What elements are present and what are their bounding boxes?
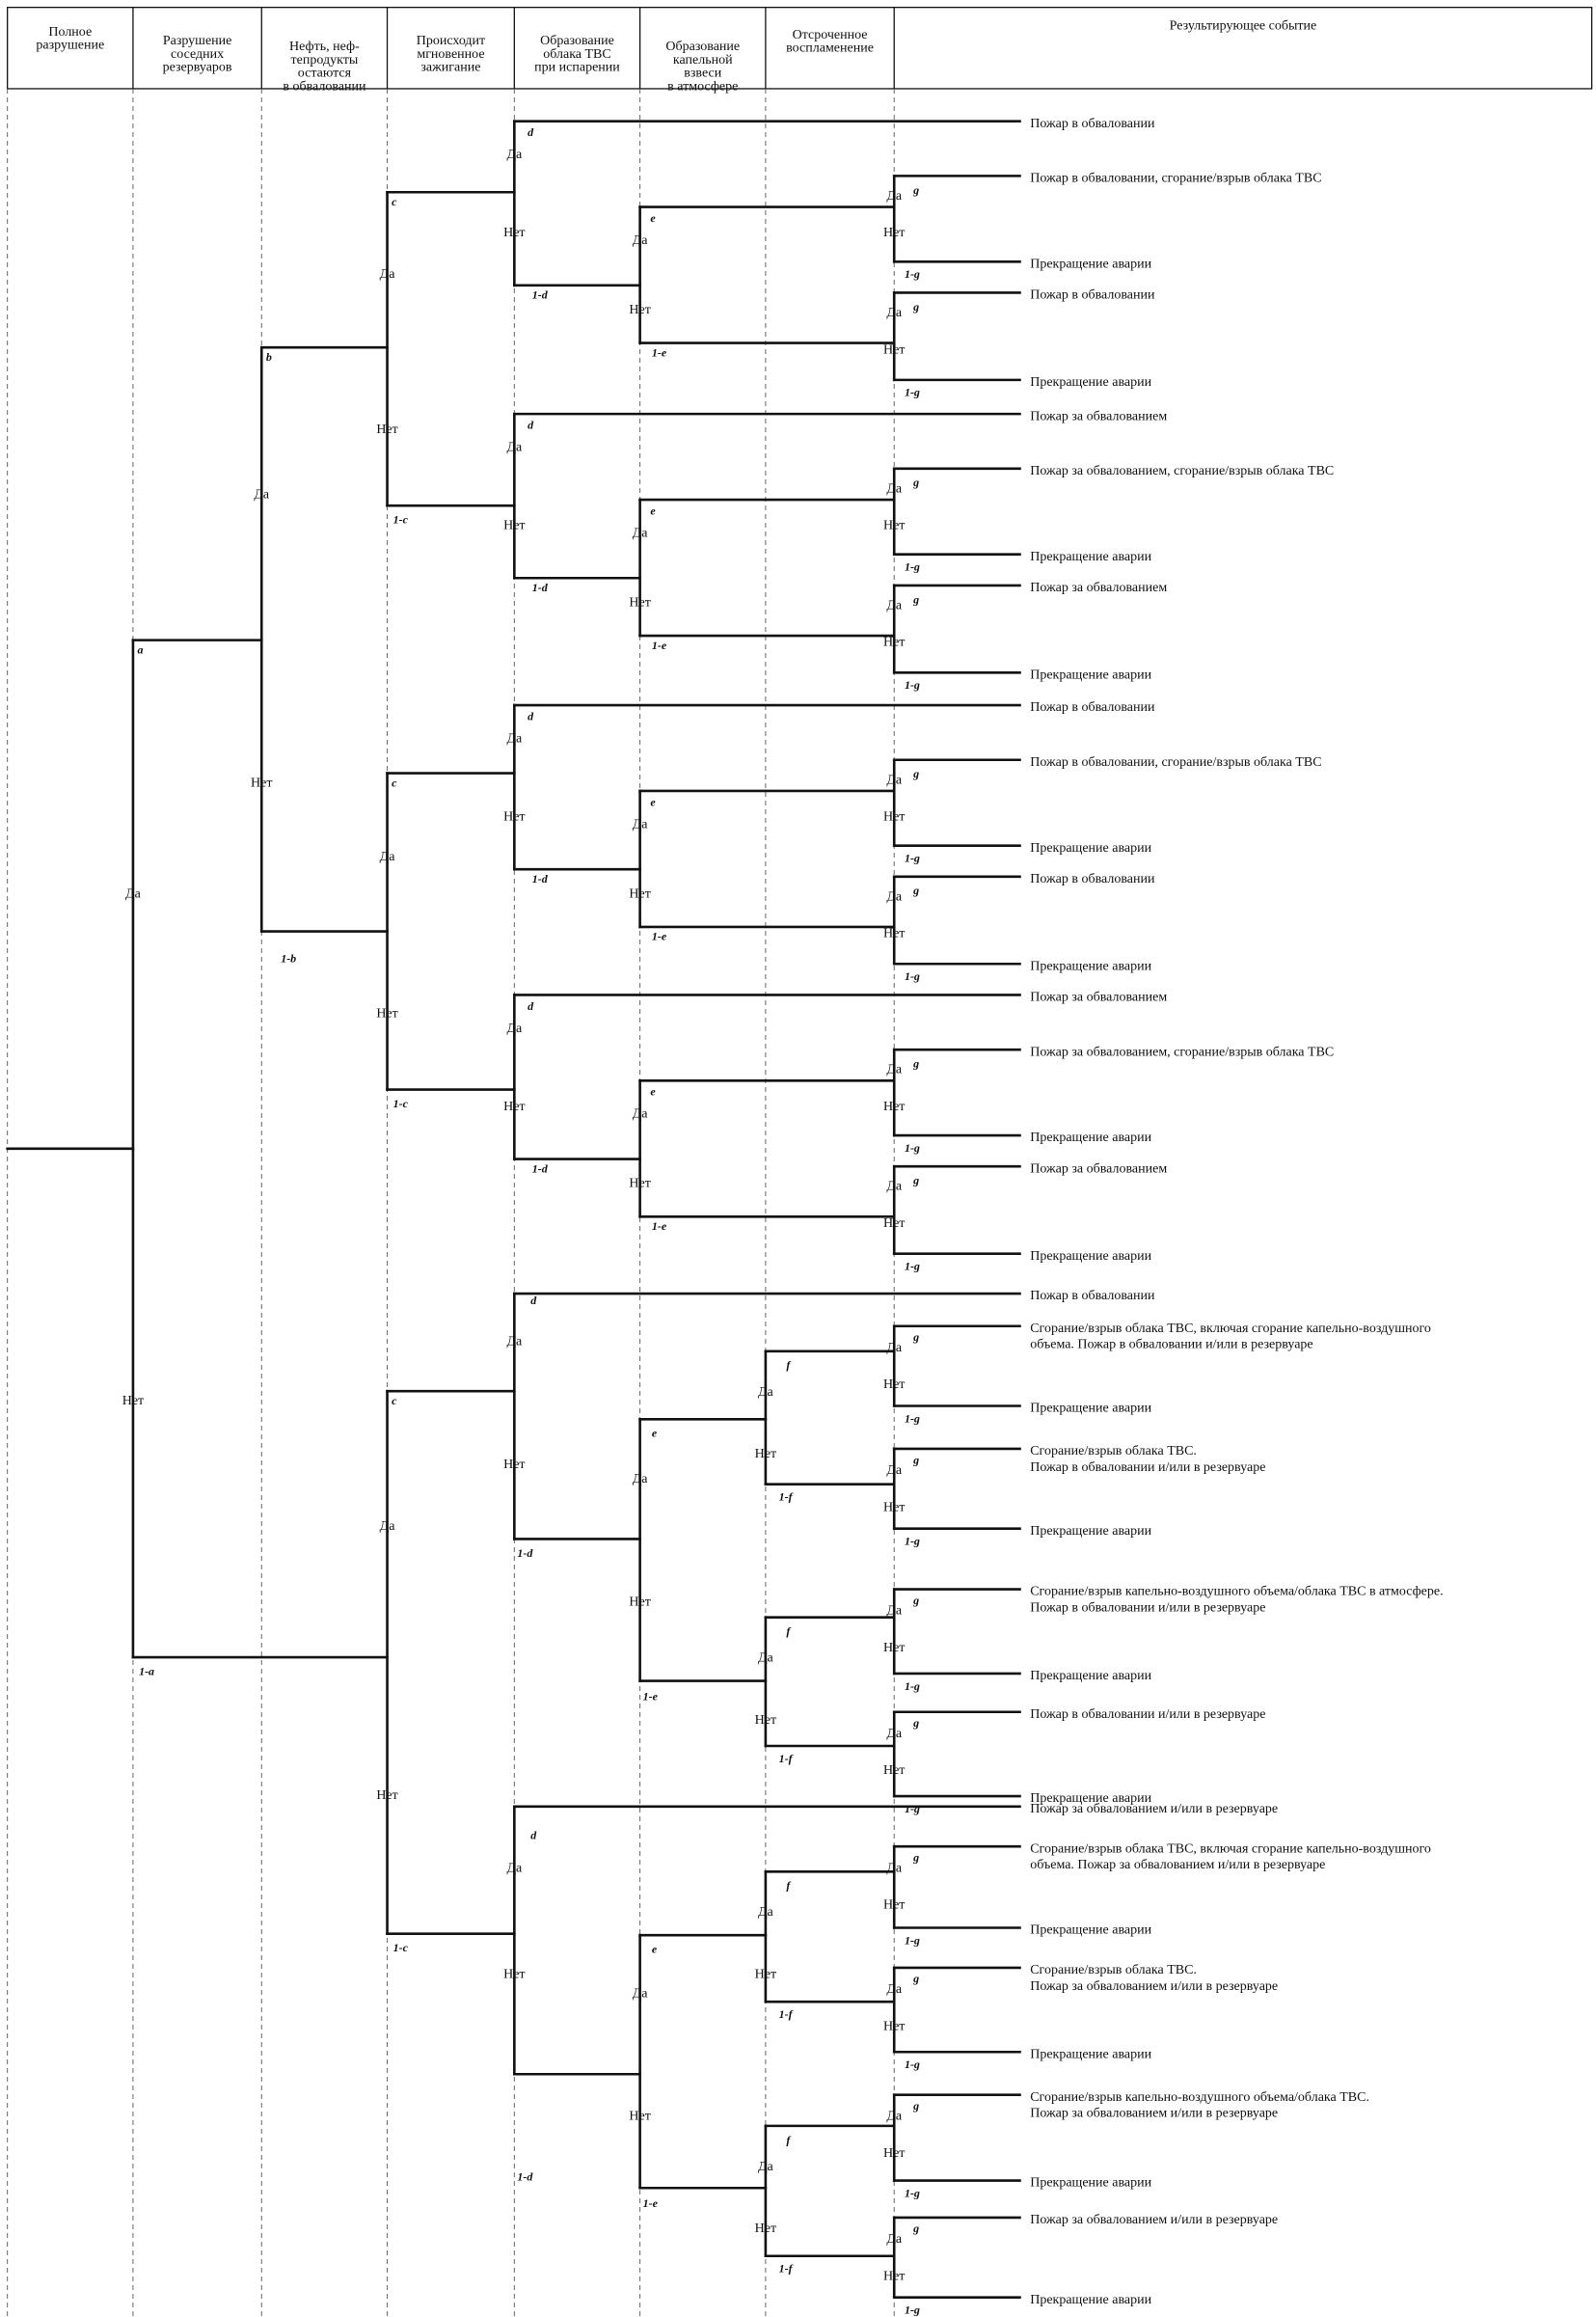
outcome-label: Прекращение аварии [1030, 668, 1152, 683]
fork-g-prob-no: 1-g [904, 1259, 920, 1273]
yes-label: Да [379, 267, 395, 283]
outcome-label: Прекращение аварии [1030, 1401, 1152, 1416]
yes-label: Да [886, 188, 903, 204]
column-guide-lines [8, 89, 895, 2317]
fork-c2-prob-no: 1-c [392, 1096, 408, 1110]
yes-label: Да [886, 1726, 903, 1741]
yes-label: Да [886, 2109, 903, 2124]
outcome-label: Прекращение аварии [1030, 375, 1152, 391]
fork-g-prob-no: 1-g [904, 1140, 920, 1155]
no-label: Нет [882, 1640, 906, 1655]
no-label: Нет [629, 886, 651, 902]
yes-label: Да [506, 1861, 523, 1876]
fork-f-prob: f [786, 2133, 791, 2147]
yes-label: Да [886, 1981, 903, 1997]
no-label: Нет [629, 595, 651, 611]
fork-a-prob-no: 1-a [139, 1664, 155, 1678]
yes-label: Да [758, 2159, 773, 2174]
yes-label: Да [886, 773, 903, 788]
fork-c2-prob-yes: c [392, 776, 397, 790]
fork-g-prob-no: 1-g [904, 1801, 920, 1815]
yes-label: Да [758, 1905, 773, 1921]
no-label: Нет [629, 302, 651, 317]
no-label: Нет [882, 1099, 906, 1114]
fork-f-prob: f [786, 1358, 791, 1373]
yes-label: Да [506, 1021, 523, 1036]
outcome-label: Пожар за обвалованием и/или в резервуаре [1030, 1801, 1279, 1816]
yes-label: Да [886, 598, 903, 613]
outcome-label: Пожар в обваловании и/или в резервуаре [1030, 1706, 1266, 1722]
outcome-label: Пожар за обвалованием [1030, 1161, 1168, 1177]
yes-label: Да [632, 232, 648, 248]
fork-g-prob: g [913, 299, 920, 313]
outcome-labels [1030, 117, 1443, 2307]
yes-label: Да [886, 889, 903, 905]
fork-g-prob-no: 1-g [904, 969, 920, 984]
yes-label: Да [254, 487, 270, 503]
fork-e-prob: e [651, 1426, 658, 1440]
fork-g-prob-no: 1-g [904, 678, 920, 693]
no-label: Нет [629, 1595, 651, 1610]
no-label: Нет [376, 1006, 398, 1022]
fork-f-prob: f [786, 1878, 791, 1893]
outcome-label: Сгорание/взрыв капельно-воздушного объема/облака ТВС в атмосфере. Пожар в обваловании и/или в резервуаре [1030, 1584, 1444, 1616]
fork-d-prob-no: 1-d [531, 287, 548, 302]
no-label: Нет [882, 226, 906, 241]
yes-label: Да [632, 1472, 648, 1487]
fork-g-prob: g [913, 1972, 920, 1986]
outcome-label: Прекращение аварии [1030, 840, 1152, 856]
no-label: Нет [882, 1763, 906, 1779]
fork-f-prob-no: 1-f [778, 2006, 793, 2021]
outcome-label: Прекращение аварии [1030, 1523, 1152, 1539]
outcome-label: Прекращение аварии [1030, 257, 1152, 272]
outcome-label: Прекращение аварии [1030, 2175, 1152, 2191]
outcome-label: Сгорание/взрыв капельно-воздушного объема/облака ТВС. Пожар за обвалованием и/или в резервуаре [1030, 2089, 1369, 2121]
fork-g-prob: g [913, 1330, 920, 1345]
no-label: Нет [754, 1447, 777, 1462]
column-header: Образование капельной взвеси в атмосфере [665, 40, 741, 95]
fork-f-prob-no: 1-f [778, 1751, 793, 1765]
no-label: Нет [122, 1393, 145, 1408]
yes-label: Да [886, 1463, 903, 1479]
no-label: Нет [503, 226, 526, 241]
no-label: Нет [882, 2019, 906, 2034]
fork-d-prob: d [530, 1293, 537, 1307]
no-label: Нет [629, 2109, 651, 2124]
yes-label: Да [632, 526, 648, 541]
fork-g-prob-no: 1-g [904, 559, 920, 574]
fork-d-prob: d [527, 418, 534, 432]
fork-e-prob-no: 1-e [642, 1689, 659, 1704]
yes-label: Да [886, 1179, 903, 1194]
fork-c1-prob-yes: c [392, 195, 397, 209]
outcome-label: Сгорание/взрыв облака ТВС. Пожар в обваловании и/или в резервуаре [1030, 1444, 1266, 1475]
outcome-label: Пожар в обваловании, сгорание/взрыв облака ТВС [1030, 171, 1322, 186]
outcome-label: Пожар за обвалованием [1030, 581, 1168, 596]
fork-d-prob-no: 1-d [531, 581, 548, 595]
fork-g-prob: g [913, 182, 920, 197]
yes-label: Да [886, 1062, 903, 1077]
fork-b-prob-no: 1-b [281, 951, 297, 966]
no-label: Нет [882, 2269, 906, 2284]
outcome-label: Прекращение аварии [1030, 959, 1152, 974]
fork-f-prob: f [786, 1624, 791, 1639]
no-label: Нет [882, 518, 906, 533]
outcome-label: Прекращение аварии [1030, 1669, 1152, 1684]
fork-e-prob: e [650, 1084, 656, 1099]
fork-e-prob: e [650, 210, 656, 225]
yes-label: Да [886, 2231, 903, 2247]
fork-a-prob-yes: a [137, 642, 144, 657]
no-label: Нет [503, 518, 526, 533]
outcome-label: Пожар за обвалованием, сгорание/взрыв облака ТВС [1030, 1045, 1335, 1060]
outcome-label: Сгорание/взрыв облака ТВС. Пожар за обвалованием и/или в резервуаре [1030, 1963, 1279, 1994]
branch-labels [122, 125, 920, 2317]
yes-label: Да [632, 1986, 648, 2002]
fork-e-prob: e [650, 504, 656, 518]
no-label: Нет [882, 1897, 906, 1913]
fork-g-prob: g [913, 2222, 920, 2236]
fork-e-prob-no: 1-e [651, 638, 667, 652]
column-header: Разрушение соседних резервуаров [162, 33, 232, 75]
no-label: Нет [629, 1176, 651, 1191]
outcome-label: Прекращение аварии [1030, 2292, 1152, 2307]
outcome-label: Прекращение аварии [1030, 2047, 1152, 2062]
yes-label: Да [632, 817, 648, 832]
yes-label: Да [506, 1334, 523, 1349]
fork-d-prob-no: 1-d [531, 871, 548, 886]
no-label: Нет [882, 635, 906, 650]
outcome-label: Пожар за обвалованием [1030, 409, 1168, 424]
outcome-label: Пожар в обваловании [1030, 1289, 1155, 1304]
fork-b-prob-yes: b [265, 349, 272, 364]
yes-label: Да [632, 1106, 648, 1122]
fork-g-prob-no: 1-g [904, 2186, 920, 2200]
yes-label: Да [758, 1650, 773, 1666]
no-label: Нет [376, 1788, 398, 1804]
no-label: Нет [503, 1967, 526, 1982]
column-header: Результирующее событие [1169, 18, 1317, 34]
column-header: Нефть, неф-тепродукты остаются в обваловании [283, 40, 366, 95]
fork-g-prob: g [913, 1453, 920, 1467]
outcome-label: Сгорание/взрыв облака ТВС, включая сгорание капельно-воздушного объема. Пожар в обваловании и/или в резервуаре [1030, 1321, 1431, 1352]
fork-g-prob-no: 1-g [904, 267, 920, 282]
outcome-label: Пожар в обваловании [1030, 287, 1155, 303]
fork-g-prob: g [913, 1056, 920, 1071]
no-label: Нет [882, 1500, 906, 1515]
fork-d-prob-no: 1-d [517, 1545, 533, 1560]
fork-g-prob: g [913, 1716, 920, 1731]
no-label: Нет [882, 342, 906, 358]
fork-g-prob: g [913, 592, 920, 607]
fork-c1-prob-no: 1-c [392, 512, 408, 527]
column-header: Полное разрушение [36, 24, 105, 53]
fork-g-prob: g [913, 1593, 920, 1607]
yes-label: Да [506, 440, 523, 455]
yes-label: Да [379, 849, 395, 864]
fork-g-prob-no: 1-g [904, 385, 920, 399]
fork-e-prob: e [651, 1942, 658, 1956]
no-label: Нет [882, 809, 906, 825]
no-label: Нет [882, 1377, 906, 1393]
yes-label: Да [886, 305, 903, 320]
fork-e-prob-no: 1-e [651, 345, 667, 360]
outcome-label: Прекращение аварии [1030, 1791, 1152, 1807]
fork-g-prob-no: 1-g [904, 2058, 920, 2072]
fork-g-prob-no: 1-g [904, 1678, 920, 1693]
fork-g-prob-no: 1-g [904, 2303, 920, 2317]
fork-d-prob: d [530, 1828, 537, 1842]
fork-e-prob: e [650, 795, 656, 809]
fork-e-prob-no: 1-e [651, 1219, 667, 1234]
yes-label: Да [506, 731, 523, 747]
no-label: Нет [503, 1099, 526, 1114]
column-header: Отсроченное воспламенение [786, 27, 874, 56]
outcome-label: Сгорание/взрыв облака ТВС, включая сгорание капельно-воздушного объема. Пожар за обвалованием и/или в резервуаре [1030, 1841, 1431, 1873]
outcome-label: Прекращение аварии [1030, 1248, 1152, 1264]
fork-c3-prob-yes: c [392, 1393, 397, 1407]
fork-g-prob: g [913, 1173, 920, 1187]
fork-g-prob-no: 1-g [904, 1411, 920, 1426]
no-label: Нет [754, 1967, 777, 1982]
yes-label: Да [886, 1340, 903, 1355]
outcome-label: Прекращение аварии [1030, 1922, 1152, 1938]
fork-d-prob: d [527, 709, 534, 723]
fork-g-prob: g [913, 767, 920, 781]
outcome-label: Пожар в обваловании [1030, 700, 1155, 716]
fork-d-prob: d [527, 998, 534, 1013]
no-label: Нет [754, 1713, 777, 1729]
no-label: Нет [882, 2146, 906, 2162]
column-header: Образование облака ТВС при испарении [534, 33, 620, 75]
no-label: Нет [503, 809, 526, 825]
fork-g-prob: g [913, 884, 920, 898]
outcome-label: Пожар за обвалованием, сгорание/взрыв облака ТВС [1030, 463, 1335, 478]
outcome-label: Пожар за обвалованием и/или в резервуаре [1030, 2213, 1279, 2228]
no-label: Нет [882, 926, 906, 941]
fork-e-prob-no: 1-e [642, 2196, 659, 2211]
fork-d-prob: d [527, 124, 534, 139]
fork-g-prob-no: 1-g [904, 851, 920, 865]
fork-g-prob: g [913, 476, 920, 490]
no-label: Нет [503, 1457, 526, 1472]
yes-label: Да [886, 481, 903, 497]
outcome-label: Пожар за обвалованием [1030, 990, 1168, 1005]
no-label: Нет [251, 776, 273, 791]
outcome-label: Пожар в обваловании [1030, 116, 1155, 131]
yes-label: Да [886, 1861, 903, 1876]
fork-g-prob-no: 1-g [904, 1933, 920, 1948]
column-headers [36, 19, 1316, 95]
yes-label: Да [379, 1519, 395, 1535]
yes-label: Да [886, 1603, 903, 1619]
fork-d-prob-no: 1-d [517, 2169, 533, 2184]
outcome-label: Пожар в обваловании [1030, 871, 1155, 886]
yes-label: Да [758, 1384, 773, 1400]
outcome-label: Прекращение аварии [1030, 549, 1152, 564]
fork-g-prob: g [913, 2099, 920, 2113]
outcome-label: Пожар в обваловании, сгорание/взрыв облака ТВС [1030, 754, 1322, 770]
outcome-label: Прекращение аварии [1030, 1131, 1152, 1146]
no-label: Нет [754, 2222, 777, 2237]
yes-label: Да [125, 886, 141, 902]
fork-e-prob-no: 1-e [651, 929, 667, 943]
no-label: Нет [882, 1216, 906, 1232]
fork-g-prob-no: 1-g [904, 1534, 920, 1548]
fork-f-prob-no: 1-f [778, 2261, 793, 2276]
fork-d-prob-no: 1-d [531, 1161, 548, 1176]
yes-label: Да [506, 147, 523, 162]
fork-g-prob: g [913, 1850, 920, 1865]
fork-f-prob-no: 1-f [778, 1489, 793, 1504]
no-label: Нет [376, 423, 398, 438]
column-header: Происходит мгновенное зажигание [416, 33, 486, 75]
fork-c3-prob-no: 1-c [392, 1941, 408, 1955]
